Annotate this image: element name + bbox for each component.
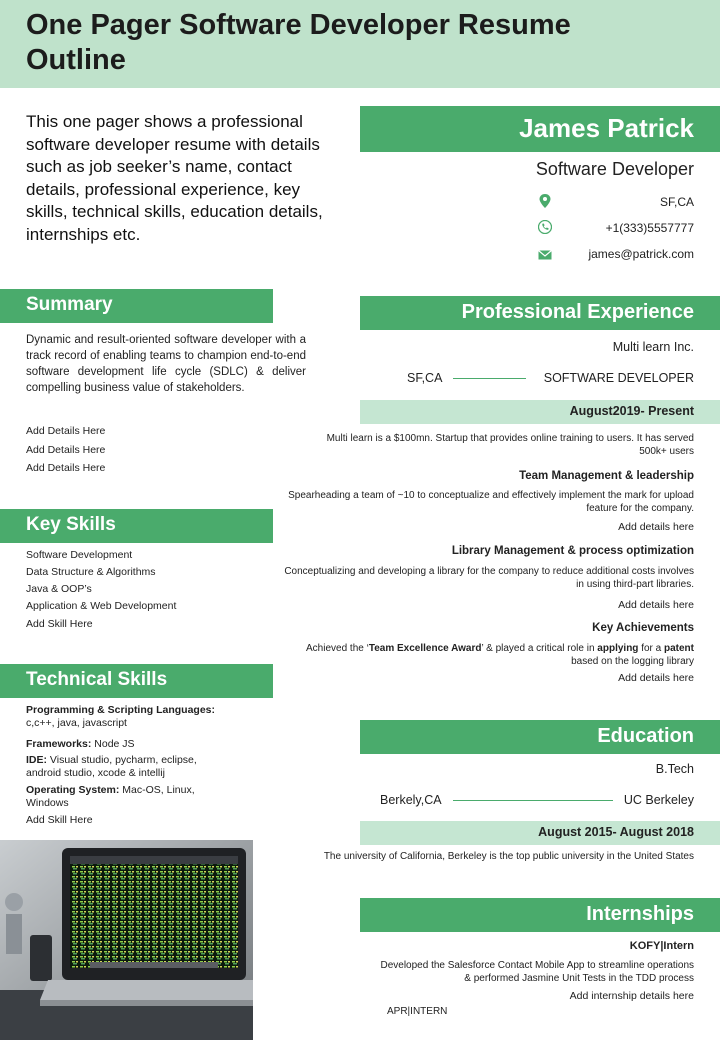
key-skill-item: Data Structure & Algorithms bbox=[26, 566, 156, 578]
tech-programming-label: Programming & Scripting Languages: bbox=[26, 704, 216, 716]
laptop-photo bbox=[0, 840, 253, 1040]
experience-header bbox=[360, 296, 720, 330]
tech-add-skill: Add Skill Here bbox=[26, 814, 93, 826]
education-divider bbox=[453, 800, 613, 801]
internship-desc: Developed the Salesforce Contact Mobile App to streamline operations & performed Jasmine Unit Tests in the TDD process bbox=[380, 960, 694, 984]
summary-detail: Add Details Here bbox=[26, 425, 106, 437]
contact-email: james@patrick.com bbox=[588, 247, 694, 261]
team-heading: Team Management & leadership bbox=[519, 470, 694, 482]
key-skill-item: Software Development bbox=[26, 549, 133, 561]
ach-pre: Achieved the ‘ bbox=[306, 643, 369, 654]
ach-patent: patent bbox=[664, 643, 694, 654]
summary-detail: Add Details Here bbox=[26, 444, 106, 456]
contact-location: SF,CA bbox=[659, 195, 694, 209]
key-skills-heading: Key Skills bbox=[26, 514, 116, 535]
summary-text: Dynamic and result-oriented software developer with a track record of enabling teams to champion end-to-end software development life cycle (SDLC) & deliver compelling business value of stakeholders. bbox=[26, 334, 306, 394]
education-header bbox=[360, 720, 720, 754]
tech-ide-label: IDE: bbox=[26, 754, 47, 766]
tech-ide-value: Visual studio, pycharm, eclipse, android studio, xcode & intellij bbox=[26, 754, 197, 779]
phone-icon bbox=[538, 220, 552, 234]
key-skill-item: Java & OOP’s bbox=[26, 583, 92, 595]
tech-os bbox=[26, 784, 226, 810]
ach-for: for a bbox=[638, 643, 664, 654]
tech-frameworks-value: Node JS bbox=[91, 738, 135, 750]
laptop-screen bbox=[70, 856, 238, 968]
team-add-details: Add details here bbox=[618, 521, 694, 533]
technical-skills-header bbox=[0, 664, 273, 698]
internship-add-details: Add internship details here bbox=[569, 990, 694, 1002]
experience-divider bbox=[453, 378, 526, 379]
internships-header bbox=[360, 898, 720, 932]
email-icon bbox=[538, 248, 552, 262]
summary-header bbox=[0, 289, 273, 323]
education-heading: Education bbox=[597, 725, 694, 747]
education-dates: August 2015- August 2018 bbox=[538, 825, 694, 839]
tech-ide bbox=[26, 754, 221, 780]
location-icon bbox=[538, 194, 552, 208]
intro-text: This one pager shows a professional software developer resume with details such as job seeker’s name, contact details, professional experience, key skills, technical skills, education details, internships etc. bbox=[26, 112, 323, 244]
education-degree: B.Tech bbox=[655, 762, 694, 776]
ach-post: based on the logging library bbox=[571, 656, 694, 667]
internships-heading: Internships bbox=[586, 903, 694, 925]
internship-title: KOFY|Intern bbox=[629, 940, 694, 952]
experience-position: SOFTWARE DEVELOPER bbox=[543, 371, 694, 385]
key-skills-header bbox=[0, 509, 273, 543]
candidate-role: Software Developer bbox=[535, 159, 694, 179]
library-heading: Library Management & process optimization bbox=[451, 545, 694, 557]
experience-company-desc: Multi learn is a $100mn. Startup that provides online training to users. It has served 500k+ users bbox=[326, 433, 694, 457]
tech-programming bbox=[26, 704, 256, 730]
ach-mid: ’ & played a critical role in bbox=[481, 643, 598, 654]
education-place: Berkely,CA bbox=[380, 793, 442, 807]
technical-skills-heading: Technical Skills bbox=[26, 669, 168, 690]
education-dates-bar bbox=[360, 821, 720, 845]
internship-next: APR|INTERN bbox=[387, 1006, 448, 1017]
library-add-details: Add details here bbox=[618, 599, 694, 611]
summary-detail: Add Details Here bbox=[26, 462, 106, 474]
experience-dates-bar bbox=[360, 400, 720, 424]
tech-programming-value: c,c++, java, javascript bbox=[26, 717, 127, 729]
page-title: One Pager Software Developer Resume Outline bbox=[26, 9, 571, 76]
ach-applying: applying bbox=[597, 643, 639, 654]
education-desc: The university of California, Berkeley is the top public university in the United States bbox=[323, 851, 694, 862]
achievements-heading: Key Achievements bbox=[592, 622, 694, 634]
contact-phone: +1(333)5557777 bbox=[605, 221, 694, 235]
achievements-text bbox=[304, 642, 694, 668]
experience-dates: August2019- Present bbox=[569, 404, 694, 418]
tech-frameworks bbox=[26, 738, 256, 750]
achievements-add-details: Add details here bbox=[618, 672, 694, 684]
tech-os-label: Operating System: bbox=[26, 784, 120, 796]
candidate-name: James Patrick bbox=[519, 113, 694, 143]
experience-place: SF,CA bbox=[407, 371, 443, 385]
summary-heading: Summary bbox=[26, 294, 113, 315]
key-skill-item: Add Skill Here bbox=[26, 618, 93, 630]
tech-os-value: Mac-OS, Linux, Windows bbox=[26, 784, 195, 809]
ach-award: Team Excellence Award bbox=[368, 643, 482, 654]
team-text: Spearheading a team of ~10 to conceptualize and effectively implement the mark for upload feature for the company. bbox=[288, 490, 694, 514]
education-school: UC Berkeley bbox=[623, 793, 694, 807]
name-header bbox=[360, 106, 720, 152]
library-text: Conceptualizing and developing a library for the company to reduce additional costs involves in using third-part libraries. bbox=[284, 566, 694, 590]
experience-company: Multi learn Inc. bbox=[612, 340, 694, 354]
key-skill-item: Application & Web Development bbox=[26, 600, 177, 612]
tech-frameworks-label: Frameworks: bbox=[26, 738, 92, 750]
experience-heading: Professional Experience bbox=[461, 301, 694, 323]
